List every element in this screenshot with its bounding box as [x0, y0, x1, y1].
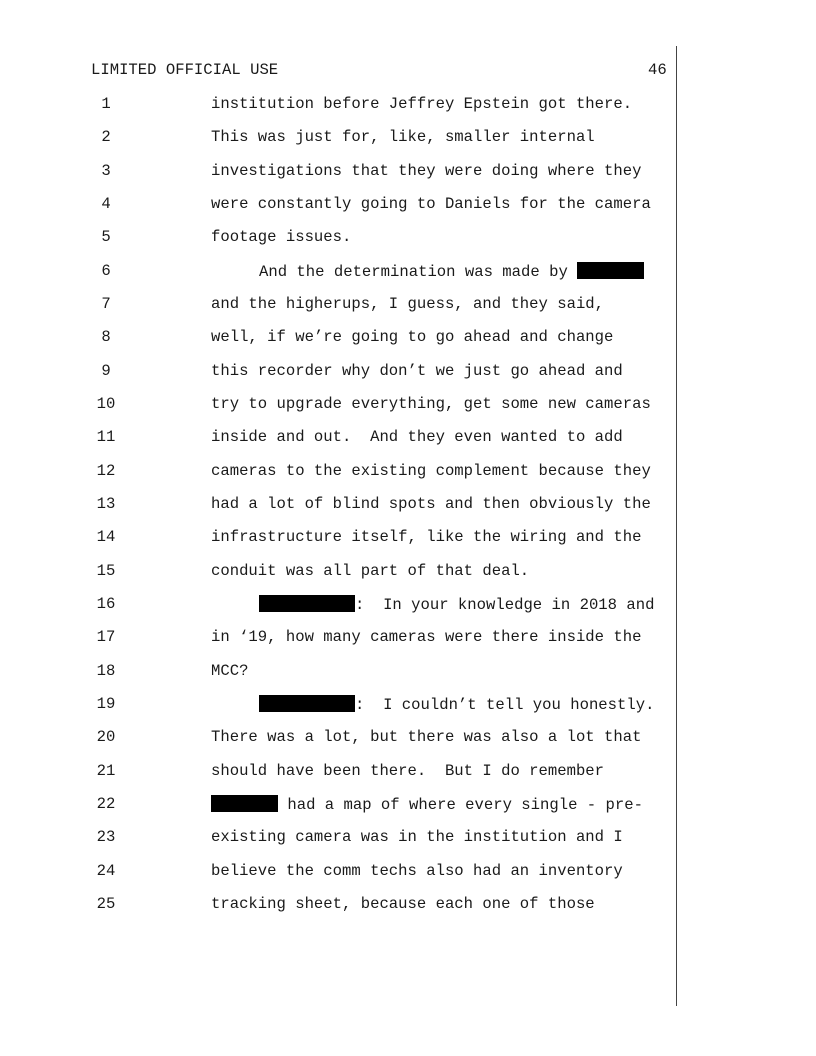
transcript-line: [0, 595, 676, 615]
line-number: 4: [101, 195, 111, 213]
line-text-container: [259, 595, 654, 614]
transcript-line: [0, 895, 676, 915]
transcript-line: [0, 728, 676, 748]
line-text: There was a lot, but there was also a lot that: [211, 728, 642, 746]
line-number: 24: [96, 862, 116, 880]
line-text-container: [211, 795, 643, 814]
line-number: 5: [101, 228, 111, 246]
redaction-box: [259, 595, 355, 612]
transcript-line: [0, 695, 676, 715]
transcript-line: [0, 328, 676, 348]
line-number: 12: [96, 462, 116, 480]
transcript-line: [0, 95, 676, 115]
line-number: 6: [101, 262, 111, 280]
line-text: investigations that they were doing where they: [211, 162, 642, 180]
transcript-line: [0, 262, 676, 282]
redaction-box: [259, 695, 355, 712]
transcript-line: [0, 362, 676, 382]
line-number: 8: [101, 328, 111, 346]
page-number: 46: [648, 61, 667, 79]
transcript-line: [0, 228, 676, 248]
line-text: infrastructure itself, like the wiring and the: [211, 528, 642, 546]
line-text: institution before Jeffrey Epstein got there.: [211, 95, 633, 113]
line-number: 23: [96, 828, 116, 846]
line-text-container: [259, 262, 644, 281]
transcript-line: [0, 395, 676, 415]
transcript-line: [0, 862, 676, 882]
transcript-line: [0, 495, 676, 515]
line-number: 21: [96, 762, 116, 780]
line-text: in ‘19, how many cameras were there inside the: [211, 628, 642, 646]
line-text: believe the comm techs also had an inventory: [211, 862, 623, 880]
line-number: 2: [101, 128, 111, 146]
line-number: 14: [96, 528, 116, 546]
transcript-line: [0, 795, 676, 815]
line-number: 1: [101, 95, 111, 113]
line-text: well, if we’re going to go ahead and change: [211, 328, 614, 346]
line-text: This was just for, like, smaller internal: [211, 128, 595, 146]
line-number: 7: [101, 295, 111, 313]
redaction-box: [577, 262, 644, 279]
line-number: 25: [96, 895, 116, 913]
transcript-line: [0, 662, 676, 682]
line-number: 22: [96, 795, 116, 813]
line-text: had a lot of blind spots and then obviously the: [211, 495, 651, 513]
line-number: 20: [96, 728, 116, 746]
line-text: try to upgrade everything, get some new cameras: [211, 395, 651, 413]
line-text: should have been there. But I do remember: [211, 762, 605, 780]
line-text-container: [259, 695, 654, 714]
line-text: MCC?: [211, 662, 249, 680]
transcript-line: [0, 628, 676, 648]
line-number: 3: [101, 162, 111, 180]
transcript-line: [0, 562, 676, 582]
line-text: conduit was all part of that deal.: [211, 562, 530, 580]
transcript-line: [0, 295, 676, 315]
line-text: had a map of where every single - pre-: [278, 796, 643, 814]
line-text: And the determination was made by: [259, 263, 578, 281]
line-number: 11: [96, 428, 116, 446]
line-text: existing camera was in the institution and I: [211, 828, 623, 846]
line-text: : In your knowledge in 2018 and: [355, 596, 655, 614]
line-text: and the higherups, I guess, and they said,: [211, 295, 605, 313]
line-text: tracking sheet, because each one of those: [211, 895, 595, 913]
transcript-line: [0, 195, 676, 215]
line-text: : I couldn’t tell you honestly.: [355, 696, 655, 714]
transcript-line: [0, 162, 676, 182]
transcript-line: [0, 828, 676, 848]
line-number: 15: [96, 562, 116, 580]
right-margin-rule: [676, 46, 677, 1006]
redaction-box: [211, 795, 278, 812]
transcript-line: [0, 128, 676, 148]
classification-header: LIMITED OFFICIAL USE: [91, 61, 279, 79]
transcript-line: [0, 528, 676, 548]
line-text: this recorder why don’t we just go ahead and: [211, 362, 623, 380]
line-number: 18: [96, 662, 116, 680]
line-text: were constantly going to Daniels for the camera: [211, 195, 651, 213]
line-text: inside and out. And they even wanted to add: [211, 428, 623, 446]
line-text: cameras to the existing complement because they: [211, 462, 651, 480]
line-number: 13: [96, 495, 116, 513]
line-number: 10: [96, 395, 116, 413]
line-number: 9: [101, 362, 111, 380]
transcript-line: [0, 462, 676, 482]
transcript-line: [0, 428, 676, 448]
line-number: 19: [96, 695, 116, 713]
line-text: footage issues.: [211, 228, 352, 246]
line-number: 17: [96, 628, 116, 646]
line-number: 16: [96, 595, 116, 613]
transcript-line: [0, 762, 676, 782]
